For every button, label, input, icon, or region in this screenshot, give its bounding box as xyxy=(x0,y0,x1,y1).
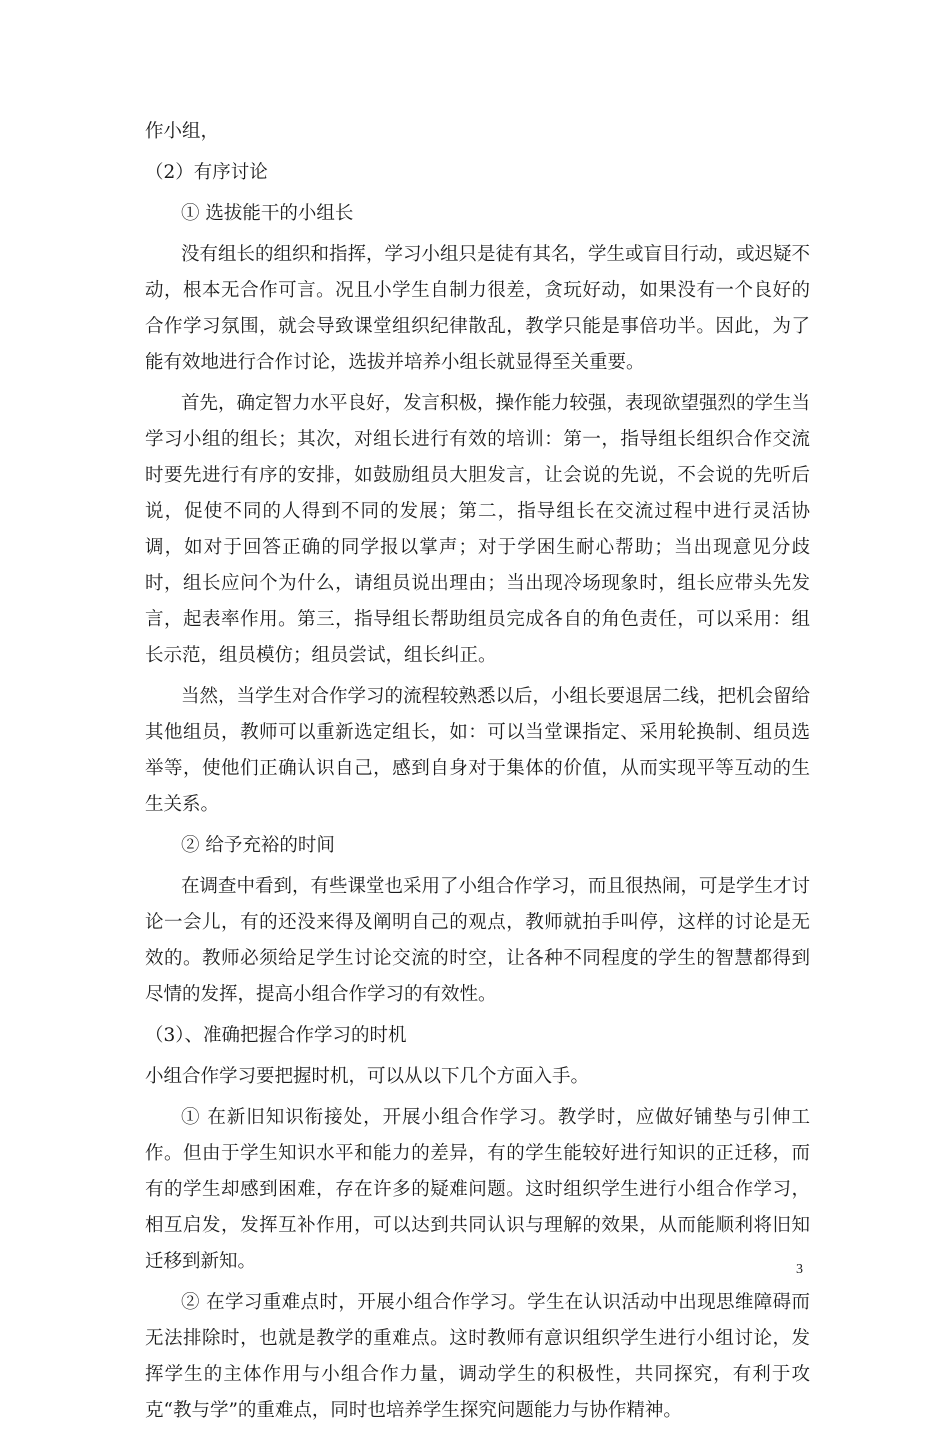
section-heading: （2）有序讨论 xyxy=(145,162,268,183)
paragraph: ① 在新旧知识衔接处，开展小组合作学习。教学时，应做好铺垫与引伸工作。但由于学生知识水平和能力的差异，有的学生能较好进行知识的正迁移，而有的学生却感到困难，存在许多的疑难问题。这时组织学生进行小组合作学习，相互启发，发挥互补作用，可以达到共同认识与理解的效果，从而能顺利将旧知迁移到新知。 xyxy=(145,1107,810,1272)
text-line: 作小组， xyxy=(145,121,220,142)
paragraph: ② 在学习重难点时，开展小组合作学习。学生在认识活动中出现思维障碍而无法排除时，也就是教学的重难点。这时教师有意识组织学生进行小组讨论，发挥学生的主体作用与小组合作力量，调动学生的积极性，共同探究，有利于攻克“教与学”的重难点，同时也培养学生探究问题能力与协作精神。 xyxy=(145,1292,810,1421)
document-body xyxy=(145,114,810,1434)
page-number: 3 xyxy=(796,1262,803,1277)
paragraph: 没有组长的组织和指挥，学习小组只是徒有其名，学生或盲目行动，或迟疑不动，根本无合作可言。况且小学生自制力很差，贪玩好动，如果没有一个良好的合作学习氛围，就会导致课堂组织纪律散乱，教学只能是事倍功半。因此，为了能有效地进行合作讨论，选拔并培养小组长就显得至关重要。 xyxy=(145,244,811,373)
section-heading: （3）、准确把握合作学习的时机 xyxy=(145,1025,407,1046)
subsection-heading: ① 选拔能干的小组长 xyxy=(181,203,354,224)
subsection-heading: ② 给予充裕的时间 xyxy=(181,835,335,856)
paragraph: 首先，确定智力水平良好，发言积极，操作能力较强，表现欲望强烈的学生当学习小组的组长；其次，对组长进行有效的培训：第一，指导组长组织合作交流时要先进行有序的安排，如鼓励组员大胆发言，让会说的先说，不会说的先听后说，促使不同的人得到不同的发展；第二，指导组长在交流过程中进行灵活协调，如对于回答正确的同学报以掌声；对于学困生耐心帮助；当出现意见分歧时，组长应问个为什么，请组员说出理由；当出现冷场现象时，组长应带头先发言，起表率作用。第三，指导组长帮助组员完成各自的角色责任，可以采用：组长示范，组员模仿；组员尝试，组长纠正。 xyxy=(145,393,811,666)
text-line: 小组合作学习要把握时机，可以从以下几个方面入手。 xyxy=(145,1066,590,1087)
paragraph: 在调查中看到，有些课堂也采用了小组合作学习，而且很热闹，可是学生才讨论一会儿，有的还没来得及阐明自己的观点，教师就拍手叫停，这样的讨论是无效的。教师必须给足学生讨论交流的时空，让各种不同程度的学生的智慧都得到尽情的发挥，提高小组合作学习的有效性。 xyxy=(145,876,811,1005)
paragraph: 当然，当学生对合作学习的流程较熟悉以后，小组长要退居二线，把机会留给其他组员，教师可以重新选定组长，如：可以当堂课指定、采用轮换制、组员选举等，使他们正确认识自己，感到自身对于集体的价值，从而实现平等互动的生生关系。 xyxy=(145,686,811,815)
